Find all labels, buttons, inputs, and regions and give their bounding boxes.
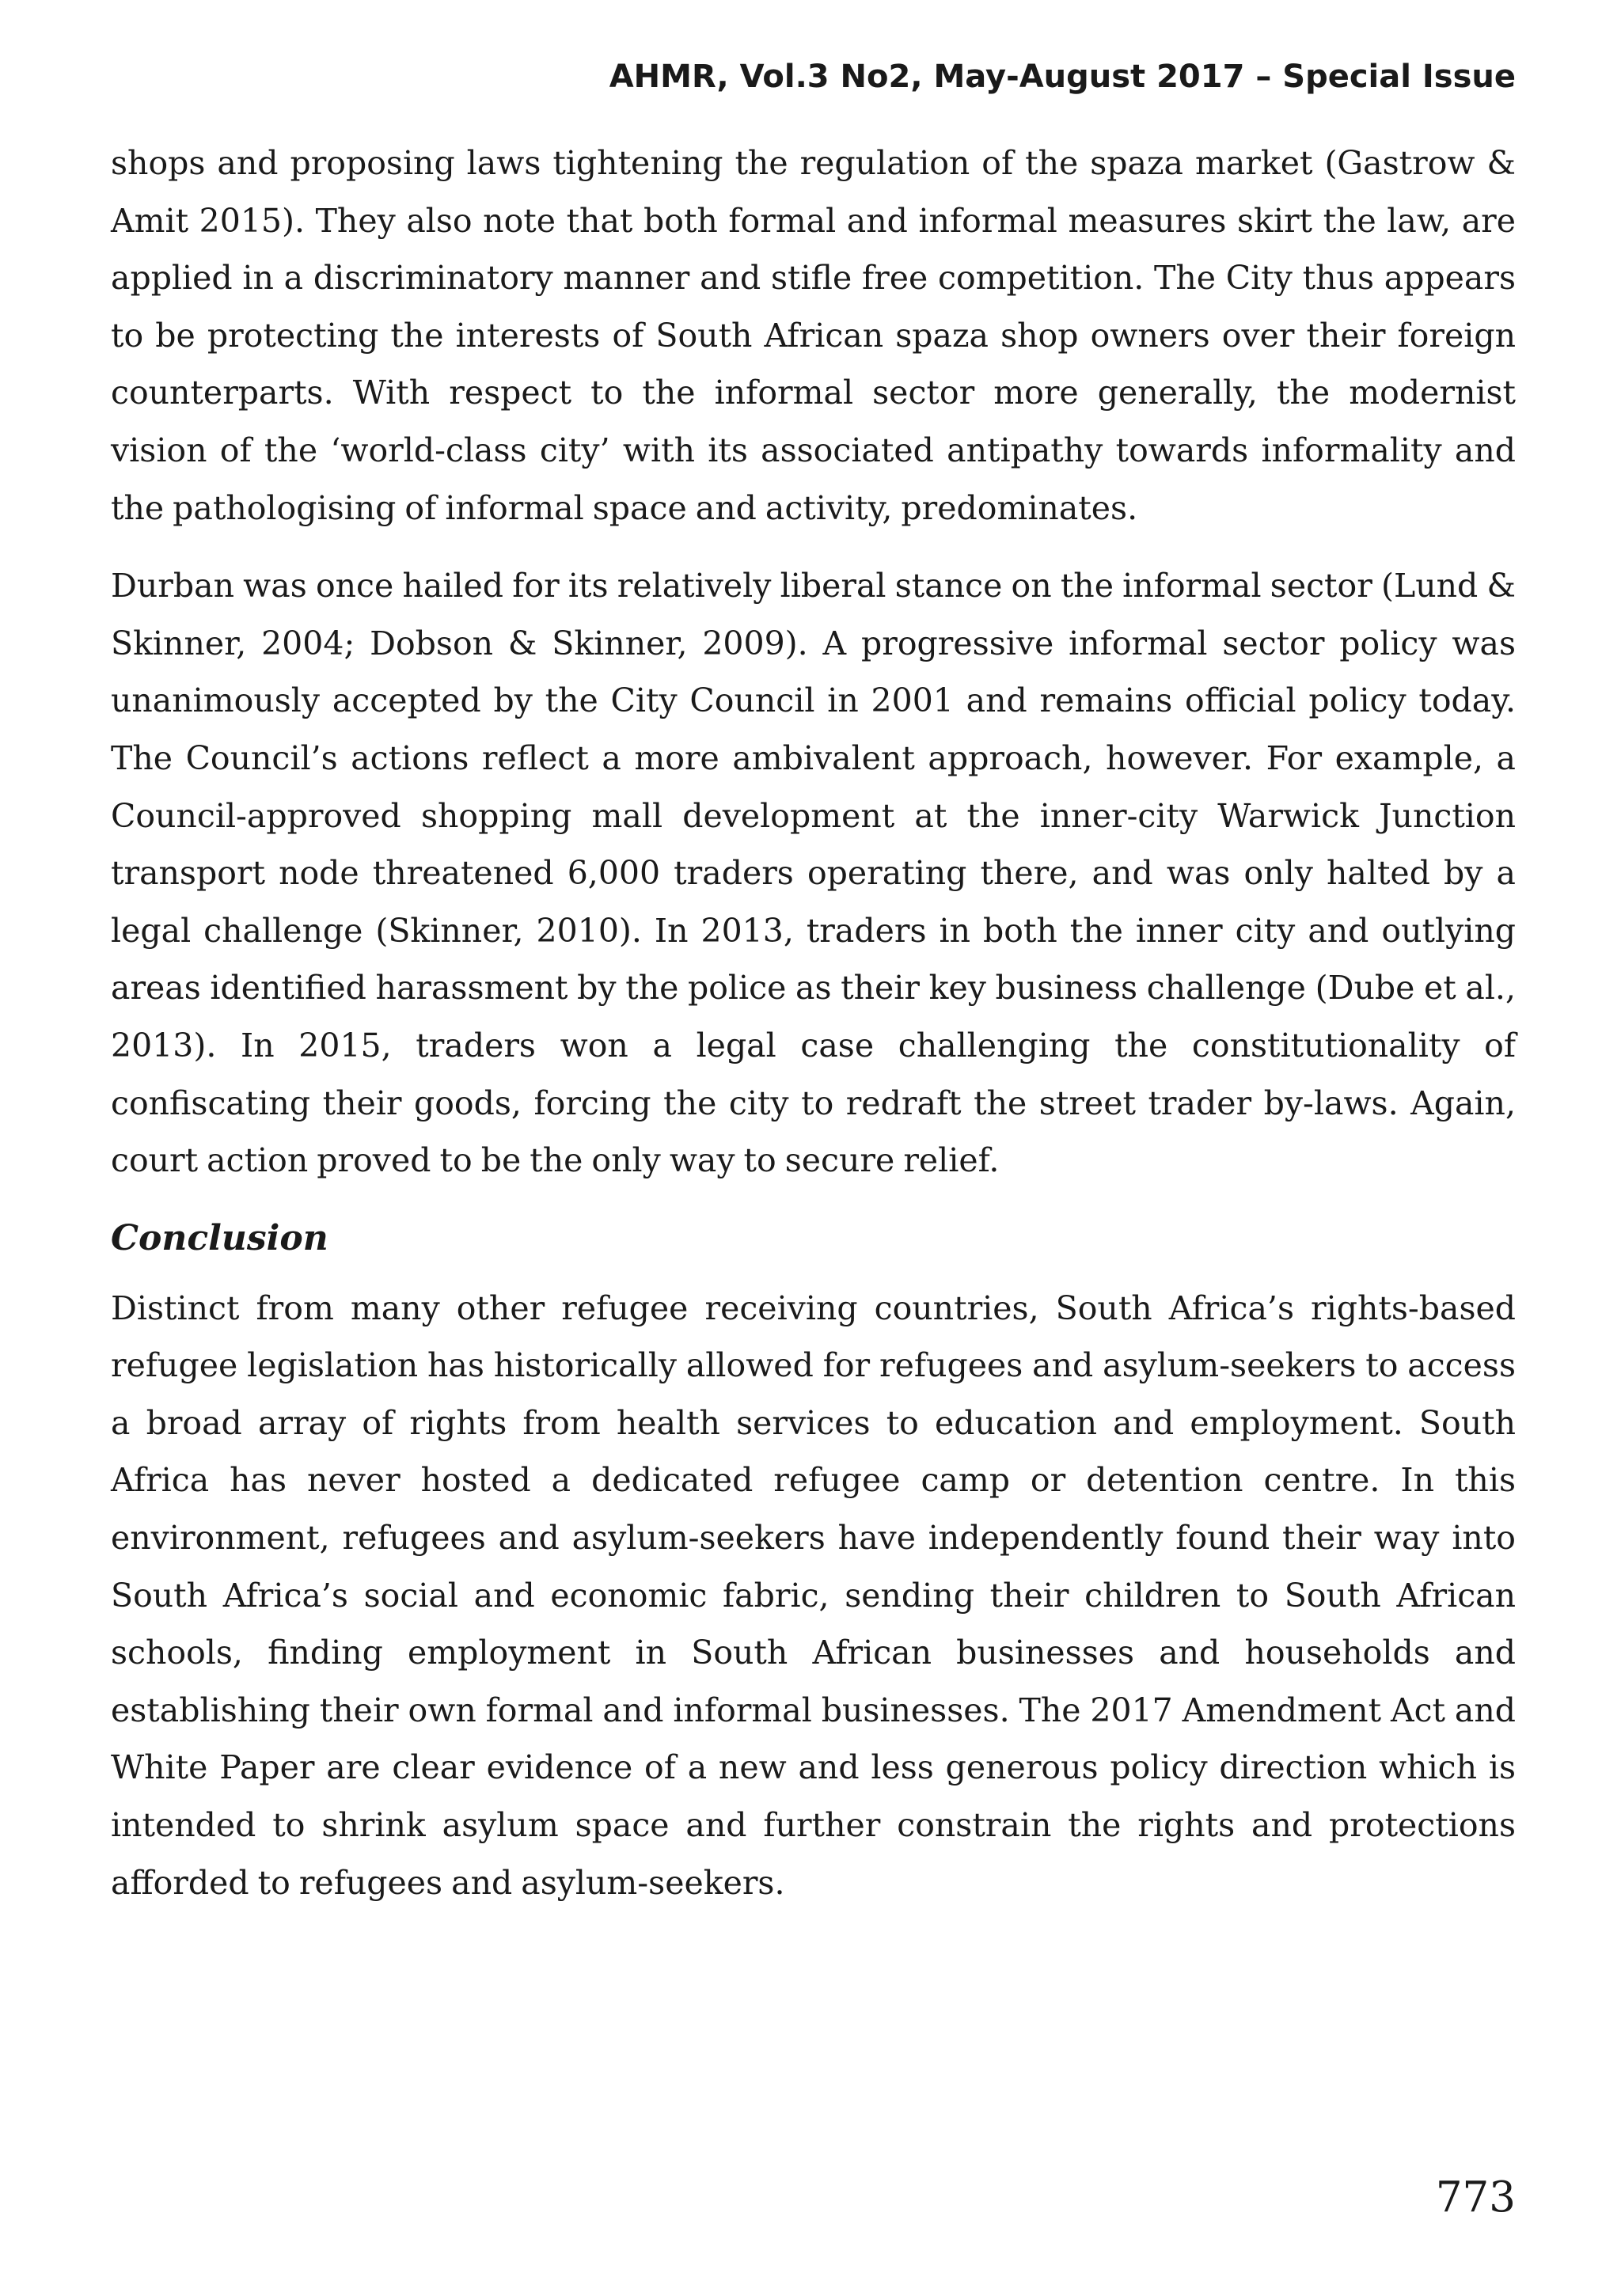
running-header: AHMR, Vol.3 No2, May-August 2017 – Special Issue bbox=[609, 59, 1516, 95]
paragraph-conclusion: Distinct from many other refugee receiving countries, South Africa’s rights-based refugee legislation has historically allowed for refugees and asylum-seekers to access a broad array of rights from health services to education and employment. South Africa has never hosted a dedicated refugee camp or detention centre. In this environment, refugees and asylum-seekers have independently found their way into South Africa’s social and economic fabric, sending their children to South African schools, finding employment in South African businesses and households and establishing their own formal and informal businesses. The 2017 Amendment Act and White Paper are clear evidence of a new and less generous policy direction which is intended to shrink asylum space and further constrain the rights and protections afforded to refugees and asylum-seekers. bbox=[111, 1288, 1516, 1902]
paragraph-spaza-regulation: shops and proposing laws tightening the regulation of the spaza market (Gastrow & Amit 2015). They also note that both formal and informal measures skirt the law, are applied in a discriminatory manner and stifle free competition. The City thus appears to be protecting the interests of South African spaza shop owners over their foreign counterparts. With respect to the informal sector more generally, the modernist vision of the ‘world-class city’ with its associated antipathy towards informality and the pathologising of informal space and activity, predominates. bbox=[111, 144, 1516, 527]
page-number: 773 bbox=[1435, 2173, 1516, 2222]
paragraph-durban-informal-sector: Durban was once hailed for its relatively liberal stance on the informal sector (Lund & Skinner, 2004; Dobson & Skinner, 2009). A progressive informal sector policy was unanimously accepted by the City Council in 2001 and remains official policy today. The Council’s actions reflect a more ambivalent approach, however. For example, a Council-approved shopping mall development at the inner-city Warwick Junction transport node threatened 6,000 traders operating there, and was only halted by a legal challenge (Skinner, 2010). In 2013, traders in both the inner city and outlying areas identified harassment by the police as their key business challenge (Dube et al., 2013). In 2015, traders won a legal case challenging the constitutionality of confiscating their goods, forcing the city to redraft the street trader by-laws. Again, court action proved to be the only way to secure relief. bbox=[111, 567, 1516, 1180]
body-text bbox=[111, 135, 1516, 1932]
section-heading-conclusion: Conclusion bbox=[111, 1217, 328, 1258]
